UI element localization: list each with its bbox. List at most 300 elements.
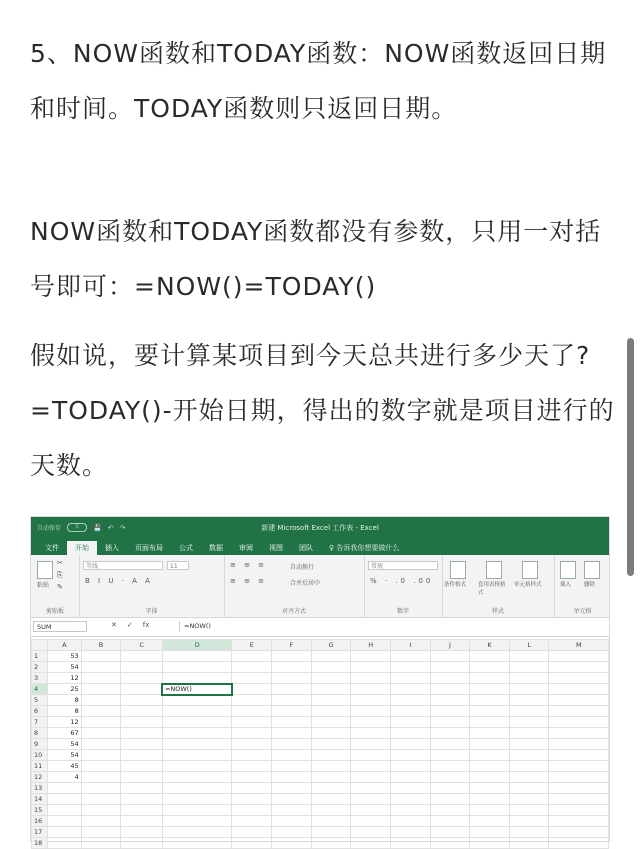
cell-a17[interactable]	[47, 827, 81, 838]
cell-g6[interactable]	[311, 706, 351, 717]
cell-j18[interactable]	[430, 838, 470, 849]
cell-f16[interactable]	[272, 816, 312, 827]
cell-f2[interactable]	[272, 662, 312, 673]
align-top-buttons[interactable]: ≡ ≡ ≡	[230, 561, 268, 569]
tab-6[interactable]: 审阅	[239, 544, 253, 552]
cell-c13[interactable]	[121, 783, 163, 794]
cell-g11[interactable]	[311, 761, 351, 772]
column-header-m[interactable]: M	[549, 640, 609, 651]
cell-e16[interactable]	[232, 816, 272, 827]
autosave-toggle[interactable]: 关	[67, 523, 87, 532]
cell-b8[interactable]	[81, 728, 121, 739]
cell-h13[interactable]	[351, 783, 391, 794]
cell-e3[interactable]	[232, 673, 272, 684]
cell-c17[interactable]	[121, 827, 163, 838]
cell-b9[interactable]	[81, 739, 121, 750]
cell-d6[interactable]	[162, 706, 232, 717]
column-header-i[interactable]: I	[391, 640, 431, 651]
cell-k5[interactable]	[470, 695, 510, 706]
cell-m8[interactable]	[549, 728, 609, 739]
name-box[interactable]: SUM	[33, 621, 87, 632]
cell-b11[interactable]	[81, 761, 121, 772]
cell-d2[interactable]	[162, 662, 232, 673]
cell-e2[interactable]	[232, 662, 272, 673]
cancel-icon[interactable]: ✕	[111, 621, 117, 629]
cell-j4[interactable]	[430, 684, 470, 695]
cell-h17[interactable]	[351, 827, 391, 838]
cell-i7[interactable]	[391, 717, 431, 728]
cell-f9[interactable]	[272, 739, 312, 750]
cell-h12[interactable]	[351, 772, 391, 783]
cell-h9[interactable]	[351, 739, 391, 750]
cell-k12[interactable]	[470, 772, 510, 783]
cell-k13[interactable]	[470, 783, 510, 794]
enter-icon[interactable]: ✓	[126, 621, 133, 629]
cell-a4[interactable]: 25	[47, 684, 81, 695]
cell-l5[interactable]	[509, 695, 549, 706]
cell-f10[interactable]	[272, 750, 312, 761]
cell-b18[interactable]	[81, 838, 121, 849]
cell-i16[interactable]	[391, 816, 431, 827]
cell-a7[interactable]: 12	[47, 717, 81, 728]
cell-a5[interactable]: 8	[47, 695, 81, 706]
cell-j8[interactable]	[430, 728, 470, 739]
cell-k2[interactable]	[470, 662, 510, 673]
undo-icon[interactable]: ↶	[107, 523, 114, 532]
cell-m17[interactable]	[549, 827, 609, 838]
cell-c9[interactable]	[121, 739, 163, 750]
cell-k10[interactable]	[470, 750, 510, 761]
fx-icon[interactable]: fx	[142, 621, 150, 629]
cell-j12[interactable]	[430, 772, 470, 783]
cell-h16[interactable]	[351, 816, 391, 827]
cell-h14[interactable]	[351, 794, 391, 805]
cell-b10[interactable]	[81, 750, 121, 761]
column-header-h[interactable]: H	[351, 640, 391, 651]
row-header[interactable]: 1	[32, 651, 48, 662]
wrap-text-button[interactable]: 自动换行	[290, 564, 315, 571]
format-painter-icon[interactable]: ✎	[57, 583, 66, 591]
number-format-select[interactable]: 常规	[368, 561, 438, 570]
cell-m1[interactable]	[549, 651, 609, 662]
cell-g8[interactable]	[311, 728, 351, 739]
cell-c3[interactable]	[121, 673, 163, 684]
cell-b6[interactable]	[81, 706, 121, 717]
cell-j11[interactable]	[430, 761, 470, 772]
cell-g12[interactable]	[311, 772, 351, 783]
insert-cells-icon[interactable]	[560, 561, 576, 579]
cell-k4[interactable]	[470, 684, 510, 695]
cell-d3[interactable]	[162, 673, 232, 684]
cell-k16[interactable]	[470, 816, 510, 827]
cell-h6[interactable]	[351, 706, 391, 717]
cell-i14[interactable]	[391, 794, 431, 805]
cell-h7[interactable]	[351, 717, 391, 728]
cell-l16[interactable]	[509, 816, 549, 827]
cell-m15[interactable]	[549, 805, 609, 816]
number-buttons[interactable]: % · .0 .00	[370, 577, 434, 585]
cell-e6[interactable]	[232, 706, 272, 717]
cell-m2[interactable]	[549, 662, 609, 673]
cell-g18[interactable]	[311, 838, 351, 849]
cell-c6[interactable]	[121, 706, 163, 717]
cell-f11[interactable]	[272, 761, 312, 772]
cell-i3[interactable]	[391, 673, 431, 684]
cell-e12[interactable]	[232, 772, 272, 783]
row-header[interactable]: 5	[32, 695, 48, 706]
cell-e8[interactable]	[232, 728, 272, 739]
cell-b7[interactable]	[81, 717, 121, 728]
cell-g1[interactable]	[311, 651, 351, 662]
save-icon[interactable]: 💾	[93, 523, 102, 532]
cell-j16[interactable]	[430, 816, 470, 827]
cell-l17[interactable]	[509, 827, 549, 838]
cell-h1[interactable]	[351, 651, 391, 662]
cell-i8[interactable]	[391, 728, 431, 739]
column-header-g[interactable]: G	[311, 640, 351, 651]
cell-m14[interactable]	[549, 794, 609, 805]
cell-g13[interactable]	[311, 783, 351, 794]
cell-i15[interactable]	[391, 805, 431, 816]
cell-f17[interactable]	[272, 827, 312, 838]
cell-j2[interactable]	[430, 662, 470, 673]
row-header[interactable]: 2	[32, 662, 48, 673]
cell-d1[interactable]	[162, 651, 232, 662]
cell-c2[interactable]	[121, 662, 163, 673]
cell-l11[interactable]	[509, 761, 549, 772]
cell-a8[interactable]: 67	[47, 728, 81, 739]
cell-i17[interactable]	[391, 827, 431, 838]
cell-k11[interactable]	[470, 761, 510, 772]
cell-k7[interactable]	[470, 717, 510, 728]
cell-e5[interactable]	[232, 695, 272, 706]
cell-h2[interactable]	[351, 662, 391, 673]
delete-cells-icon[interactable]	[584, 561, 600, 579]
cell-i4[interactable]	[391, 684, 431, 695]
tab-0[interactable]: 文件	[45, 544, 59, 552]
tell-me-search[interactable]: ♀ 告诉我你想要做什么	[329, 544, 400, 552]
cell-f15[interactable]	[272, 805, 312, 816]
cell-m18[interactable]	[549, 838, 609, 849]
row-header[interactable]: 11	[32, 761, 48, 772]
cell-f1[interactable]	[272, 651, 312, 662]
cell-b4[interactable]	[81, 684, 121, 695]
cell-m16[interactable]	[549, 816, 609, 827]
cell-e10[interactable]	[232, 750, 272, 761]
row-header[interactable]: 16	[32, 816, 48, 827]
cell-l9[interactable]	[509, 739, 549, 750]
cell-m6[interactable]	[549, 706, 609, 717]
tab-2[interactable]: 插入	[105, 544, 119, 552]
cell-d13[interactable]	[162, 783, 232, 794]
cell-k3[interactable]	[470, 673, 510, 684]
cell-a13[interactable]	[47, 783, 81, 794]
cell-g7[interactable]	[311, 717, 351, 728]
cell-k14[interactable]	[470, 794, 510, 805]
cell-d12[interactable]	[162, 772, 232, 783]
cell-f4[interactable]	[272, 684, 312, 695]
cell-b14[interactable]	[81, 794, 121, 805]
conditional-format-icon[interactable]	[450, 561, 466, 579]
cell-e9[interactable]	[232, 739, 272, 750]
cell-b12[interactable]	[81, 772, 121, 783]
cut-icon[interactable]: ✂	[57, 559, 66, 567]
cell-d9[interactable]	[162, 739, 232, 750]
cell-j17[interactable]	[430, 827, 470, 838]
cell-m11[interactable]	[549, 761, 609, 772]
cell-l1[interactable]	[509, 651, 549, 662]
cell-f5[interactable]	[272, 695, 312, 706]
cell-a16[interactable]	[47, 816, 81, 827]
cell-c18[interactable]	[121, 838, 163, 849]
cell-g16[interactable]	[311, 816, 351, 827]
cell-f14[interactable]	[272, 794, 312, 805]
cell-i6[interactable]	[391, 706, 431, 717]
cell-g10[interactable]	[311, 750, 351, 761]
cell-e17[interactable]	[232, 827, 272, 838]
cell-a9[interactable]: 54	[47, 739, 81, 750]
cell-k6[interactable]	[470, 706, 510, 717]
cell-j3[interactable]	[430, 673, 470, 684]
cell-l15[interactable]	[509, 805, 549, 816]
column-header-d[interactable]: D	[162, 640, 232, 651]
cell-l7[interactable]	[509, 717, 549, 728]
cell-e7[interactable]	[232, 717, 272, 728]
cell-h15[interactable]	[351, 805, 391, 816]
cell-j6[interactable]	[430, 706, 470, 717]
cell-a2[interactable]: 54	[47, 662, 81, 673]
cell-e13[interactable]	[232, 783, 272, 794]
row-header[interactable]: 6	[32, 706, 48, 717]
cell-a12[interactable]: 4	[47, 772, 81, 783]
cell-i2[interactable]	[391, 662, 431, 673]
cell-l2[interactable]	[509, 662, 549, 673]
cell-d10[interactable]	[162, 750, 232, 761]
row-header[interactable]: 8	[32, 728, 48, 739]
font-size-select[interactable]: 11	[167, 561, 189, 570]
cell-a11[interactable]: 45	[47, 761, 81, 772]
merge-center-button[interactable]: 合并后居中	[290, 580, 321, 587]
cell-d14[interactable]	[162, 794, 232, 805]
cell-a3[interactable]: 12	[47, 673, 81, 684]
cell-g3[interactable]	[311, 673, 351, 684]
row-header[interactable]: 18	[32, 838, 48, 849]
cell-f18[interactable]	[272, 838, 312, 849]
align-bottom-buttons[interactable]: ≡ ≡ ≡	[230, 577, 268, 585]
cell-j7[interactable]	[430, 717, 470, 728]
table-format-icon[interactable]	[486, 561, 502, 579]
cell-h5[interactable]	[351, 695, 391, 706]
cell-c4[interactable]	[121, 684, 163, 695]
cell-j9[interactable]	[430, 739, 470, 750]
cell-b17[interactable]	[81, 827, 121, 838]
cell-h18[interactable]	[351, 838, 391, 849]
formula-input[interactable]: =NOW()	[179, 621, 607, 632]
cell-m5[interactable]	[549, 695, 609, 706]
cell-d15[interactable]	[162, 805, 232, 816]
cell-l18[interactable]	[509, 838, 549, 849]
row-header[interactable]: 17	[32, 827, 48, 838]
column-header-e[interactable]: E	[232, 640, 272, 651]
cell-b1[interactable]	[81, 651, 121, 662]
cell-h4[interactable]	[351, 684, 391, 695]
row-header[interactable]: 9	[32, 739, 48, 750]
page-scrollbar[interactable]	[627, 338, 634, 576]
cell-c10[interactable]	[121, 750, 163, 761]
cell-c11[interactable]	[121, 761, 163, 772]
cell-b2[interactable]	[81, 662, 121, 673]
cell-e15[interactable]	[232, 805, 272, 816]
cell-h10[interactable]	[351, 750, 391, 761]
cell-j15[interactable]	[430, 805, 470, 816]
cell-b3[interactable]	[81, 673, 121, 684]
column-header-k[interactable]: K	[470, 640, 510, 651]
cell-j14[interactable]	[430, 794, 470, 805]
cell-d18[interactable]	[162, 838, 232, 849]
cell-m7[interactable]	[549, 717, 609, 728]
cell-f7[interactable]	[272, 717, 312, 728]
cell-e11[interactable]	[232, 761, 272, 772]
cell-d17[interactable]	[162, 827, 232, 838]
cell-m12[interactable]	[549, 772, 609, 783]
copy-icon[interactable]: ⎘	[57, 571, 66, 579]
cell-a15[interactable]	[47, 805, 81, 816]
cell-m13[interactable]	[549, 783, 609, 794]
cell-k15[interactable]	[470, 805, 510, 816]
row-header[interactable]: 14	[32, 794, 48, 805]
cell-c16[interactable]	[121, 816, 163, 827]
cell-a10[interactable]: 54	[47, 750, 81, 761]
tab-5[interactable]: 数据	[209, 544, 223, 552]
tab-1[interactable]: 开始	[67, 541, 97, 555]
cell-c15[interactable]	[121, 805, 163, 816]
row-header[interactable]: 3	[32, 673, 48, 684]
cell-f6[interactable]	[272, 706, 312, 717]
cell-c1[interactable]	[121, 651, 163, 662]
cell-e14[interactable]	[232, 794, 272, 805]
cell-d7[interactable]	[162, 717, 232, 728]
cell-i12[interactable]	[391, 772, 431, 783]
cell-l6[interactable]	[509, 706, 549, 717]
cell-m10[interactable]	[549, 750, 609, 761]
cell-l3[interactable]	[509, 673, 549, 684]
cell-l13[interactable]	[509, 783, 549, 794]
font-style-buttons[interactable]: B I U · A A	[85, 577, 153, 585]
cell-i18[interactable]	[391, 838, 431, 849]
cell-g15[interactable]	[311, 805, 351, 816]
cell-g9[interactable]	[311, 739, 351, 750]
cell-g14[interactable]	[311, 794, 351, 805]
font-name-select[interactable]: 等线	[83, 561, 163, 570]
cell-e1[interactable]	[232, 651, 272, 662]
cell-m3[interactable]	[549, 673, 609, 684]
row-header[interactable]: 7	[32, 717, 48, 728]
cell-g2[interactable]	[311, 662, 351, 673]
row-header[interactable]: 10	[32, 750, 48, 761]
cell-j5[interactable]	[430, 695, 470, 706]
cell-f8[interactable]	[272, 728, 312, 739]
cell-l10[interactable]	[509, 750, 549, 761]
cell-d8[interactable]	[162, 728, 232, 739]
cell-i11[interactable]	[391, 761, 431, 772]
cell-style-icon[interactable]	[522, 561, 538, 579]
cell-b5[interactable]	[81, 695, 121, 706]
cell-l12[interactable]	[509, 772, 549, 783]
cell-h3[interactable]	[351, 673, 391, 684]
cell-j10[interactable]	[430, 750, 470, 761]
redo-icon[interactable]: ↷	[119, 523, 126, 532]
cell-f12[interactable]	[272, 772, 312, 783]
cell-d5[interactable]	[162, 695, 232, 706]
row-header[interactable]: 4	[32, 684, 48, 695]
cell-d11[interactable]	[162, 761, 232, 772]
cell-f13[interactable]	[272, 783, 312, 794]
cell-f3[interactable]	[272, 673, 312, 684]
cell-i13[interactable]	[391, 783, 431, 794]
cell-j13[interactable]	[430, 783, 470, 794]
cell-c7[interactable]	[121, 717, 163, 728]
cell-l14[interactable]	[509, 794, 549, 805]
cell-m4[interactable]	[549, 684, 609, 695]
cell-e18[interactable]	[232, 838, 272, 849]
row-header[interactable]: 12	[32, 772, 48, 783]
cell-i10[interactable]	[391, 750, 431, 761]
cell-g17[interactable]	[311, 827, 351, 838]
cell-g4[interactable]	[311, 684, 351, 695]
cell-d4[interactable]: =NOW()	[162, 684, 232, 695]
cell-b13[interactable]	[81, 783, 121, 794]
cell-h11[interactable]	[351, 761, 391, 772]
cell-a14[interactable]	[47, 794, 81, 805]
cell-c12[interactable]	[121, 772, 163, 783]
column-header-j[interactable]: J	[430, 640, 470, 651]
cell-c14[interactable]	[121, 794, 163, 805]
cell-i5[interactable]	[391, 695, 431, 706]
cell-l8[interactable]	[509, 728, 549, 739]
cell-j1[interactable]	[430, 651, 470, 662]
select-all-corner[interactable]	[32, 640, 48, 651]
paste-icon[interactable]	[37, 561, 53, 579]
cell-k8[interactable]	[470, 728, 510, 739]
cell-k9[interactable]	[470, 739, 510, 750]
tab-4[interactable]: 公式	[179, 544, 193, 552]
column-header-a[interactable]: A	[47, 640, 81, 651]
cell-h8[interactable]	[351, 728, 391, 739]
row-header[interactable]: 15	[32, 805, 48, 816]
tab-3[interactable]: 页面布局	[135, 544, 163, 552]
cell-k18[interactable]	[470, 838, 510, 849]
column-header-b[interactable]: B	[81, 640, 121, 651]
cell-b16[interactable]	[81, 816, 121, 827]
cell-c5[interactable]	[121, 695, 163, 706]
row-header[interactable]: 13	[32, 783, 48, 794]
column-header-l[interactable]: L	[509, 640, 549, 651]
cell-e4[interactable]	[232, 684, 272, 695]
cell-a1[interactable]: 53	[47, 651, 81, 662]
cell-g5[interactable]	[311, 695, 351, 706]
cell-a6[interactable]: 8	[47, 706, 81, 717]
column-header-f[interactable]: F	[272, 640, 312, 651]
cell-a18[interactable]	[47, 838, 81, 849]
cell-k17[interactable]	[470, 827, 510, 838]
column-header-c[interactable]: C	[121, 640, 163, 651]
cell-c8[interactable]	[121, 728, 163, 739]
cell-i9[interactable]	[391, 739, 431, 750]
cell-i1[interactable]	[391, 651, 431, 662]
cell-k1[interactable]	[470, 651, 510, 662]
cell-l4[interactable]	[509, 684, 549, 695]
cell-m9[interactable]	[549, 739, 609, 750]
